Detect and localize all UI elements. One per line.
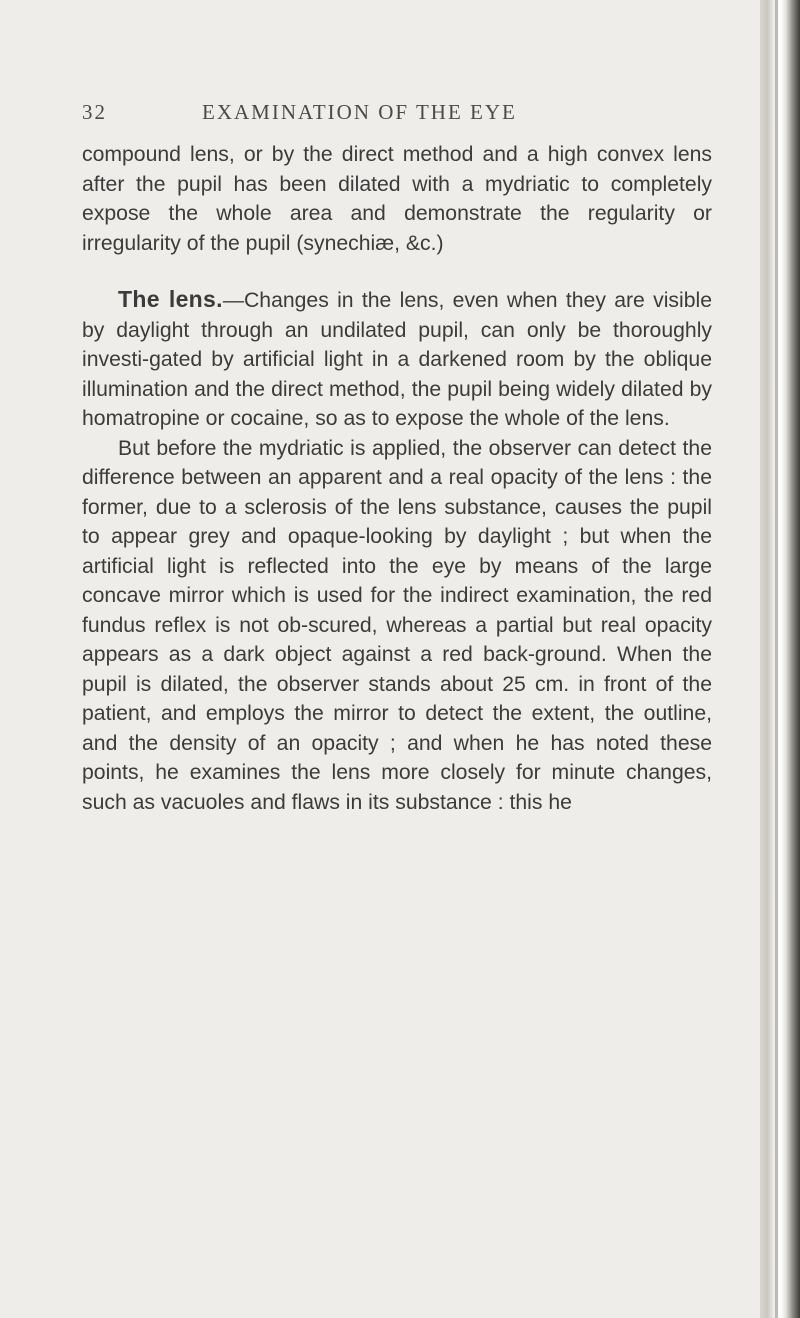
book-spine-edge bbox=[760, 0, 800, 1318]
body-text bbox=[82, 140, 712, 817]
paragraph-lens bbox=[82, 285, 712, 434]
paragraph-gap bbox=[82, 258, 712, 285]
page-number: 32 bbox=[82, 100, 107, 124]
paragraph-continuation: compound lens, or by the direct method and a high convex lens after the pupil has been dilated with a mydriatic to completely expose the whole area and demonstrate the regularity or irregularity of the pupil (synechiæ, &c.) bbox=[82, 143, 712, 255]
running-head-title: EXAMINATION OF THE EYE bbox=[202, 100, 517, 124]
section-heading: The lens. bbox=[118, 286, 223, 312]
spine-shadow bbox=[775, 0, 778, 1318]
paragraph-mydriatic: But before the mydriatic is applied, the observer can detect the difference between an apparent and a real opacity of the lens : the former, due to a sclerosis of the lens substance, causes the pupil to appear grey and opaque-looking by daylight ; but when the artificial light is reflected into the eye by means of the large concave mirror which is used for the indirect examination, the red fundus reflex is not ob-scured, whereas a partial but real opacity appears as a dark object against a red back-ground. When the pupil is dilated, the observer stands about 25 cm. in front of the patient, and employs the mirror to detect the extent, the outline, and the density of an opacity ; and when he has noted these points, he examines the lens more closely for minute changes, such as vacuoles and flaws in its substance : this he bbox=[82, 436, 712, 814]
paragraph-lens-body: —Changes in the lens, even when they are visible by daylight through an undilated pupil, can only be thoroughly investi-gated by artificial light in a darkened room by the oblique illumination and the direct method, the pupil being widely dilated by homatropine or cocaine, so as to expose the whole of the lens. bbox=[82, 289, 712, 430]
running-head bbox=[82, 100, 722, 130]
